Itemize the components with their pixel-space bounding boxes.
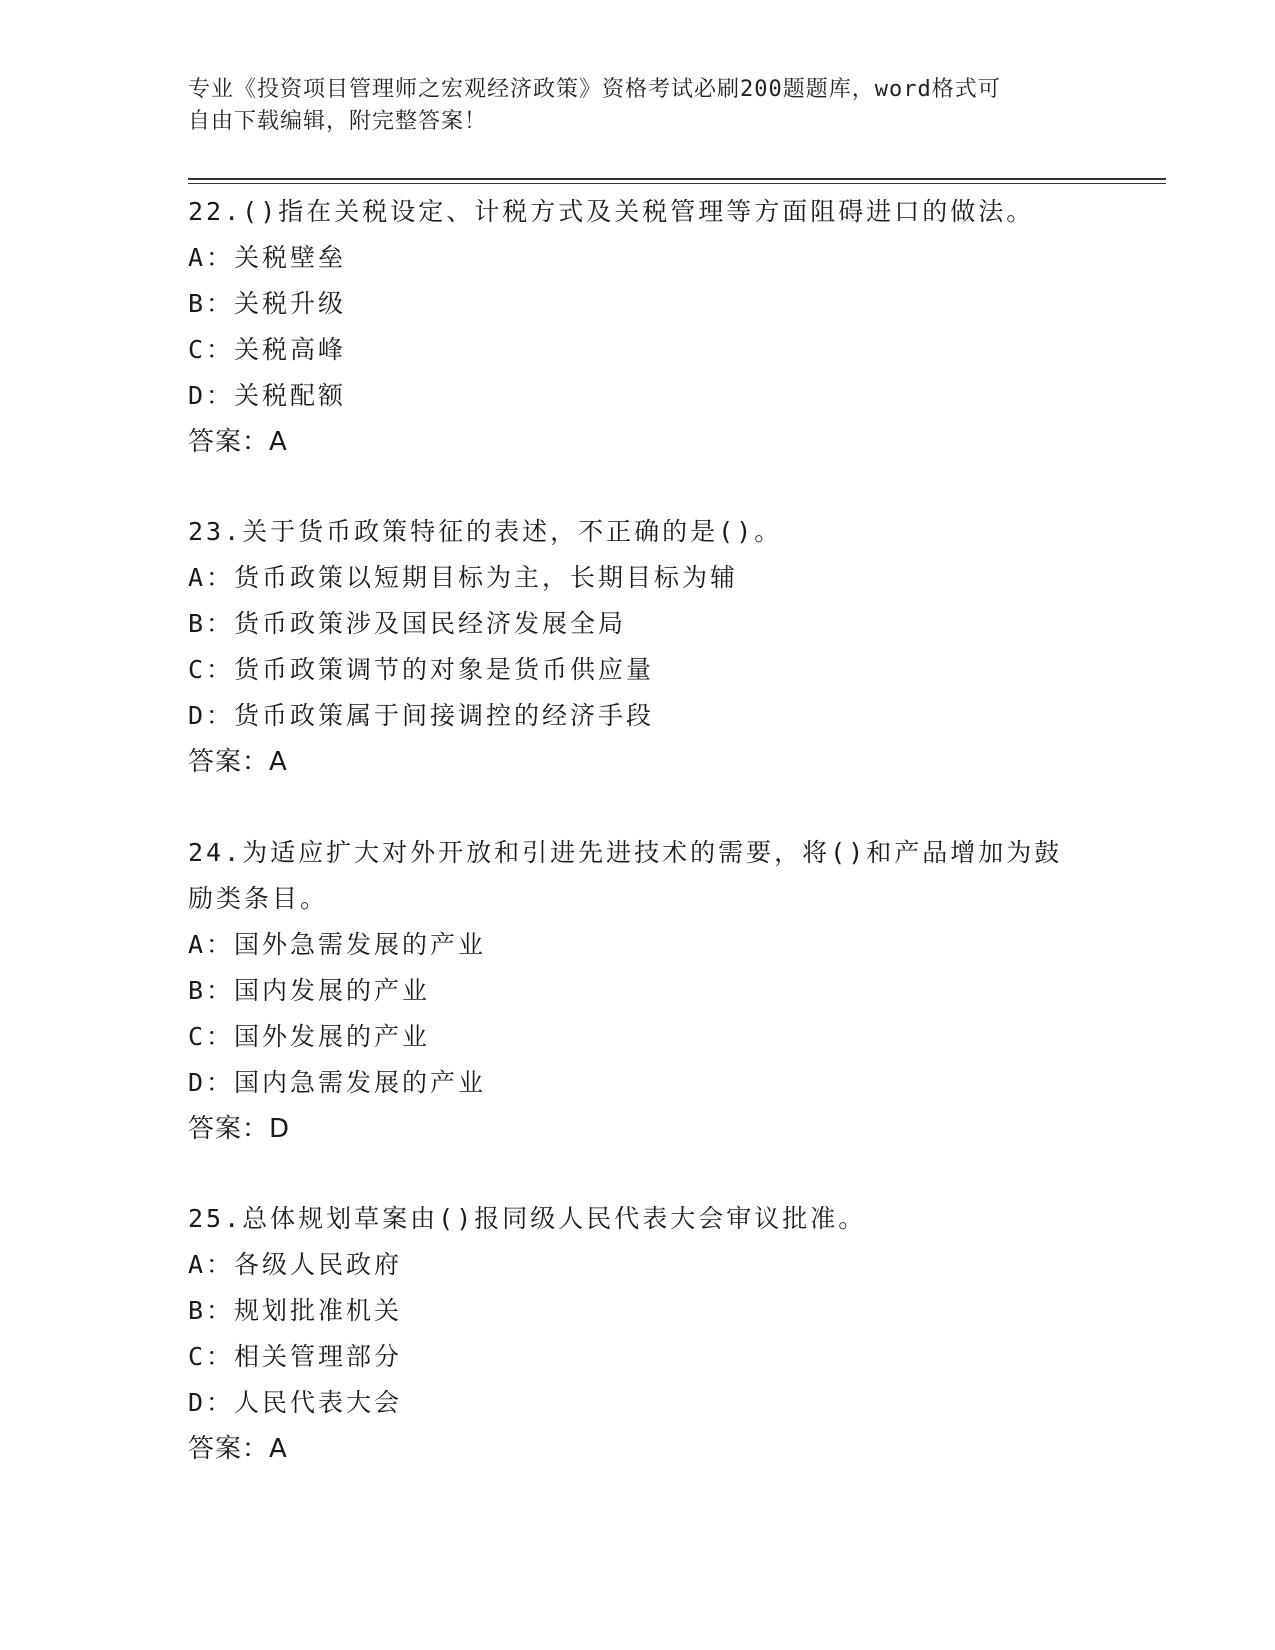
- option-c: C：关税高峰: [188, 335, 347, 364]
- question-stem-continued: 励类条目。: [188, 884, 329, 913]
- question-25: [188, 1196, 1088, 1472]
- question-stem: 25.总体规划草案由()报同级人民代表大会审议批准。: [188, 1204, 867, 1233]
- question-stem: 24.为适应扩大对外开放和引进先进技术的需要，将()和产品增加为鼓: [188, 838, 1063, 867]
- answer-label: 答案：A: [188, 427, 288, 457]
- question-stem: 22.()指在关税设定、计税方式及关税管理等方面阻碍进口的做法。: [188, 197, 1035, 226]
- header-line-2: 自由下载编辑，附完整答案！: [188, 109, 488, 134]
- option-a: A：各级人民政府: [188, 1250, 403, 1279]
- option-b: B：货币政策涉及国民经济发展全局: [188, 609, 627, 638]
- option-b: B：规划批准机关: [188, 1296, 403, 1325]
- option-c: C：相关管理部分: [188, 1342, 403, 1371]
- option-d: D：货币政策属于间接调控的经济手段: [188, 701, 655, 730]
- option-d: D：人民代表大会: [188, 1388, 403, 1417]
- answer-label: 答案：A: [188, 1434, 288, 1464]
- header-divider-thick: [188, 178, 1166, 180]
- option-c: C：货币政策调节的对象是货币供应量: [188, 655, 655, 684]
- question-stem: 23.关于货币政策特征的表述，不正确的是()。: [188, 517, 783, 546]
- document-header: [188, 74, 1088, 138]
- option-a: A：国外急需发展的产业: [188, 930, 487, 959]
- question-23: [188, 509, 1088, 785]
- answer-label: 答案：A: [188, 747, 288, 777]
- option-a: A：货币政策以短期目标为主，长期目标为辅: [188, 563, 739, 592]
- option-d: D：国内急需发展的产业: [188, 1068, 487, 1097]
- option-b: B：关税升级: [188, 289, 347, 318]
- header-divider-thin: [188, 183, 1166, 184]
- question-22: [188, 189, 1088, 465]
- header-line-1: 专业《投资项目管理师之宏观经济政策》资格考试必刷200题题库，word格式可: [188, 77, 1001, 102]
- option-d: D：关税配额: [188, 381, 347, 410]
- option-b: B：国内发展的产业: [188, 976, 431, 1005]
- question-24: [188, 830, 1088, 1152]
- option-a: A：关税壁垒: [188, 243, 347, 272]
- option-c: C：国外发展的产业: [188, 1022, 431, 1051]
- answer-label: 答案：D: [188, 1114, 291, 1144]
